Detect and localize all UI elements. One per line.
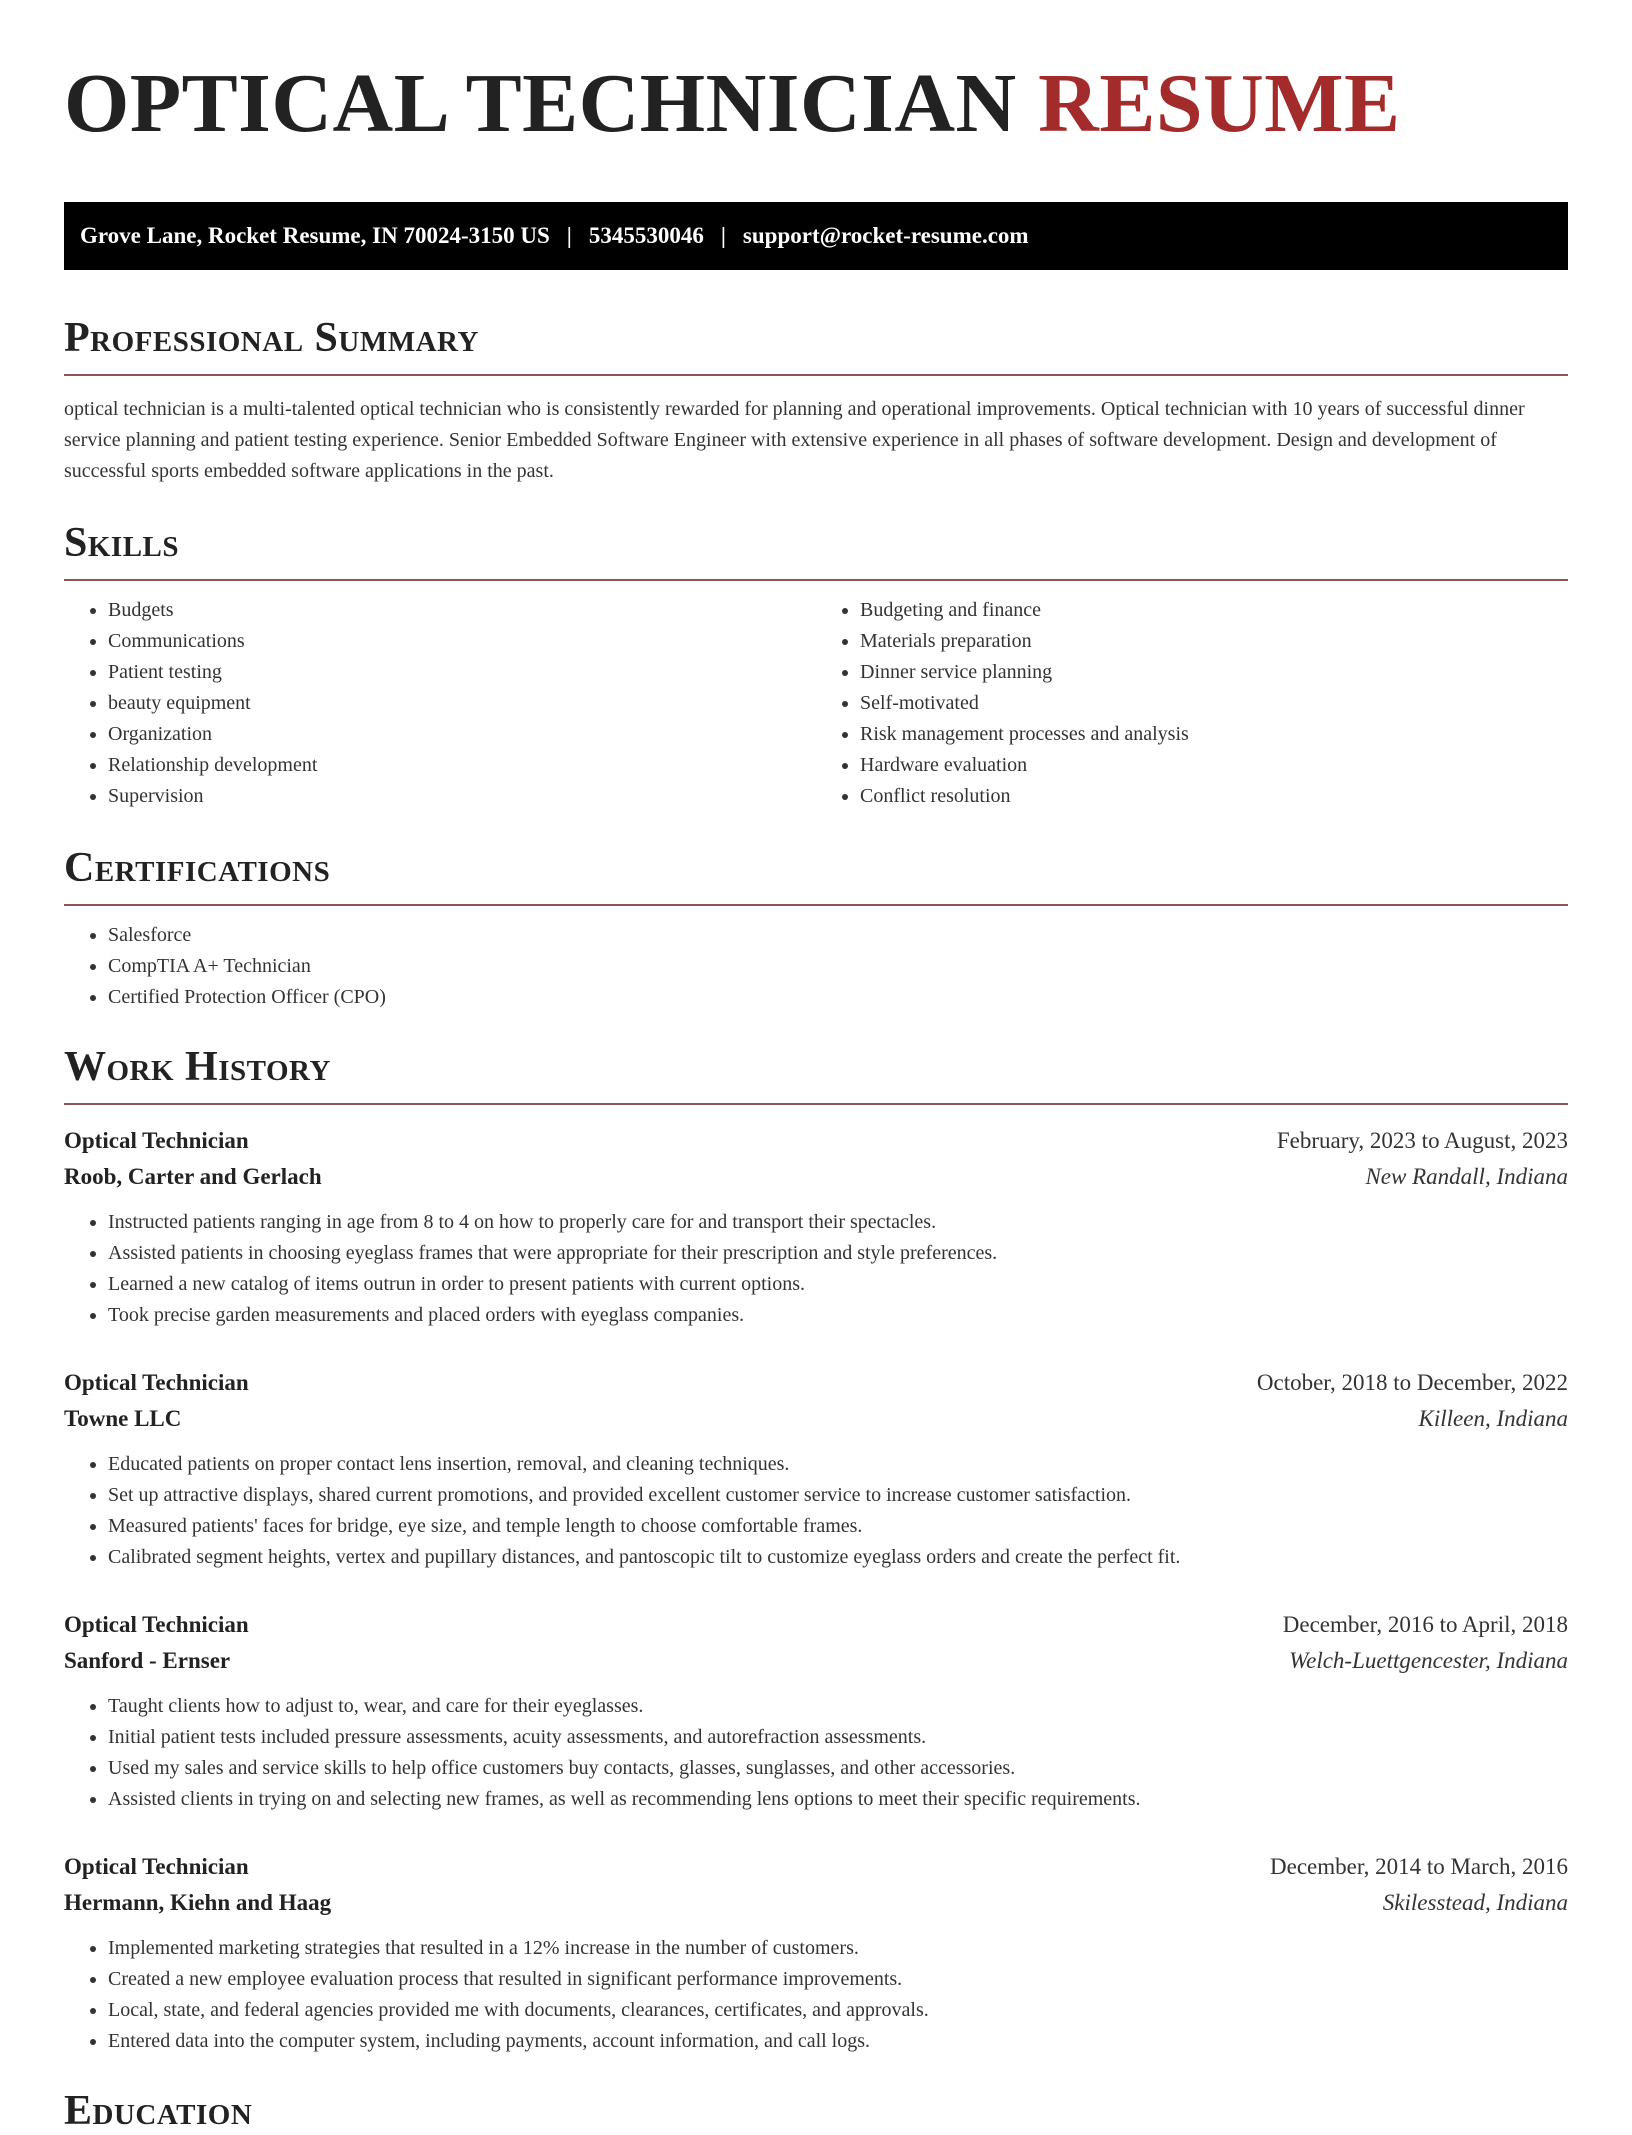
job-title: Optical Technician [64, 1128, 249, 1153]
contact-email: support@rocket-resume.com [742, 223, 1029, 248]
job-dates: February, 2023 to August, 2023 [1276, 1128, 1568, 1153]
job-header-row [64, 1849, 1568, 1885]
job-entry [64, 1365, 1568, 1573]
skills-right-list [816, 595, 1568, 812]
skills-grid [64, 581, 1568, 812]
skill-item: • Communications [108, 626, 816, 657]
job-bullet: • Created a new employee evaluation process that resulted in significant performance improvements. [108, 1964, 1568, 1995]
job-bullet-list [64, 1207, 1568, 1331]
section-divider [64, 1103, 1568, 1105]
skill-item: • Organization [108, 719, 816, 750]
job-bullet: • Instructed patients ranging in age from 8 to 4 on how to properly care for and transport their spectacles. [108, 1207, 1568, 1238]
resume-title-accent: RESUME [1038, 57, 1401, 150]
certification-item: • Salesforce [108, 920, 1568, 951]
job-bullet: • Assisted patients in choosing eyeglass frames that were appropriate for their prescription and style preferences. [108, 1238, 1568, 1269]
job-location: Skilesstead, Indiana [1382, 1890, 1568, 1915]
jobs-list [64, 1123, 1568, 2057]
job-company-row [64, 1159, 1568, 1195]
certifications-section [64, 844, 1568, 1013]
job-bullet: • Measured patients' faces for bridge, eye size, and temple length to choose comfortable frames. [108, 1511, 1568, 1542]
skill-item: • Self-motivated [860, 688, 1568, 719]
skill-item: • Hardware evaluation [860, 750, 1568, 781]
job-dates: December, 2016 to April, 2018 [1282, 1612, 1568, 1637]
certification-item: • CompTIA A+ Technician [108, 951, 1568, 982]
job-company-row [64, 1643, 1568, 1679]
resume-title-main: OPTICAL TECHNICIAN [64, 57, 1017, 150]
contact-bar [64, 202, 1568, 270]
job-title: Optical Technician [64, 1854, 249, 1879]
job-company: Hermann, Kiehn and Haag [64, 1890, 332, 1915]
job-location: Killeen, Indiana [1418, 1406, 1568, 1431]
summary-section [64, 314, 1568, 487]
skills-heading: Skills [64, 520, 180, 566]
job-bullet: • Entered data into the computer system, including payments, account information, and call logs. [108, 2026, 1568, 2057]
work-history-heading: Work History [64, 1044, 331, 1090]
job-bullet: • Calibrated segment heights, vertex and pupillary distances, and pantoscopic tilt to customize eyeglass orders and create the perfect fit. [108, 1542, 1568, 1573]
job-bullet: • Educated patients on proper contact lens insertion, removal, and cleaning techniques. [108, 1449, 1568, 1480]
education-section [64, 2087, 1568, 2135]
job-bullet: • Took precise garden measurements and placed orders with eyeglass companies. [108, 1300, 1568, 1331]
skill-item: • Risk management processes and analysis [860, 719, 1568, 750]
skill-item: • Conflict resolution [860, 781, 1568, 812]
skill-item: • Materials preparation [860, 626, 1568, 657]
job-bullet: • Used my sales and service skills to help office customers buy contacts, glasses, sunglasses, and other accessories. [108, 1753, 1568, 1784]
job-bullet: • Initial patient tests included pressure assessments, acuity assessments, and autorefraction assessments. [108, 1722, 1568, 1753]
job-location: Welch-Luettgencester, Indiana [1289, 1648, 1568, 1673]
job-company: Roob, Carter and Gerlach [64, 1164, 322, 1189]
certifications-list [64, 920, 1568, 1013]
skill-item: • Dinner service planning [860, 657, 1568, 688]
job-company-row [64, 1401, 1568, 1437]
job-bullet: • Assisted clients in trying on and selecting new frames, as well as recommending lens options to meet their specific requirements. [108, 1784, 1568, 1815]
resume-title [64, 58, 1568, 150]
job-entry [64, 1123, 1568, 1331]
skill-item: • beauty equipment [108, 688, 816, 719]
job-bullet: • Local, state, and federal agencies provided me with documents, clearances, certificates, and approvals. [108, 1995, 1568, 2026]
job-bullet: • Implemented marketing strategies that resulted in a 12% increase in the number of customers. [108, 1933, 1568, 1964]
skill-item: • Relationship development [108, 750, 816, 781]
skills-left-list [64, 595, 816, 812]
contact-phone: 5345530046 [588, 223, 704, 248]
skills-section [64, 519, 1568, 812]
job-company: Towne LLC [64, 1406, 182, 1431]
job-header-row [64, 1123, 1568, 1159]
education-heading: Education [64, 2088, 253, 2134]
job-entry [64, 1607, 1568, 1815]
job-bullet: • Taught clients how to adjust to, wear, and care for their eyeglasses. [108, 1691, 1568, 1722]
summary-heading: Professional Summary [64, 315, 479, 361]
job-entry [64, 1849, 1568, 2057]
skill-item: • Budgeting and finance [860, 595, 1568, 626]
job-title: Optical Technician [64, 1612, 249, 1637]
job-bullet: • Set up attractive displays, shared current promotions, and provided excellent customer service to increase customer satisfaction. [108, 1480, 1568, 1511]
job-bullet-list [64, 1449, 1568, 1573]
job-bullet: • Learned a new catalog of items outrun in order to present patients with current options. [108, 1269, 1568, 1300]
summary-text: optical technician is a multi-talented optical technician who is consistently rewarded for planning and operational improvements. Optical technician with 10 years of successful dinner service planning and patient testing experience. Senior Embedded Software Engineer with extensive experience in all phases of software development. Design and development of successful sports embedded software applications in the past. [64, 398, 1525, 482]
skill-item: • Budgets [108, 595, 816, 626]
job-header-row [64, 1365, 1568, 1401]
work-history-section [64, 1043, 1568, 2057]
certification-item: • Certified Protection Officer (CPO) [108, 982, 1568, 1013]
job-bullet-list [64, 1933, 1568, 2057]
section-divider [64, 904, 1568, 906]
job-dates: December, 2014 to March, 2016 [1270, 1854, 1568, 1879]
contact-address: Grove Lane, Rocket Resume, IN 70024-3150 US [80, 223, 550, 248]
certifications-heading: Certifications [64, 845, 331, 891]
skill-item: • Patient testing [108, 657, 816, 688]
job-header-row [64, 1607, 1568, 1643]
contact-separator: | [566, 223, 572, 248]
contact-separator: | [720, 223, 726, 248]
job-title: Optical Technician [64, 1370, 249, 1395]
skill-item: • Supervision [108, 781, 816, 812]
job-company-row [64, 1885, 1568, 1921]
job-bullet-list [64, 1691, 1568, 1815]
job-company: Sanford - Ernser [64, 1648, 231, 1673]
section-divider [64, 374, 1568, 376]
job-location: New Randall, Indiana [1365, 1164, 1568, 1189]
job-dates: October, 2018 to December, 2022 [1256, 1370, 1568, 1395]
